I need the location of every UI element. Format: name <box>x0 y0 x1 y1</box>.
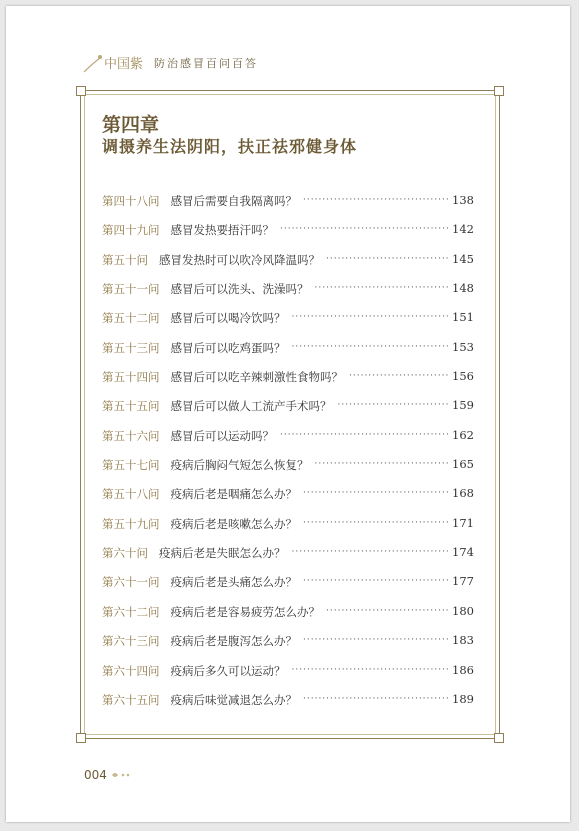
toc-leader-dots <box>303 516 448 528</box>
toc-leader-dots <box>280 222 448 234</box>
toc-page-number: 165 <box>452 457 474 472</box>
toc-question-number: 第五十六问 <box>102 428 160 443</box>
toc-question-number: 第五十九问 <box>102 516 160 531</box>
toc-question-title: 疫病后老是失眠怎么办？ <box>159 546 286 561</box>
toc-entry[interactable] <box>102 398 474 427</box>
page-footer <box>84 768 132 782</box>
toc-entry[interactable] <box>102 692 474 721</box>
toc-page-number: 145 <box>452 251 474 266</box>
toc-question-title: 疫病后胸闷气短怎么恢复？ <box>170 458 309 473</box>
toc-question-title: 疫病后老是头痛怎么办？ <box>170 575 297 590</box>
toc-question-number: 第四十八问 <box>102 194 160 208</box>
toc-leader-dots <box>349 369 448 381</box>
toc-leader-dots <box>315 281 449 293</box>
toc-entry[interactable] <box>102 516 474 545</box>
toc-leader-dots <box>292 545 449 557</box>
toc-leader-dots <box>303 692 448 704</box>
footer-ornament-icon <box>110 770 132 780</box>
toc-entry[interactable] <box>102 633 474 662</box>
toc-leader-dots <box>280 428 448 440</box>
toc-question-number: 第六十问 <box>102 546 148 561</box>
toc-question-number: 第五十三问 <box>102 340 160 355</box>
toc-question-number: 第五十八问 <box>102 487 160 502</box>
toc-page-number: 174 <box>452 545 474 560</box>
running-header <box>82 52 258 74</box>
toc-question-number: 第六十一问 <box>102 575 160 590</box>
toc-entry[interactable] <box>102 222 474 251</box>
toc-entry[interactable] <box>102 574 474 603</box>
toc-leader-dots <box>303 486 448 498</box>
chapter-label: 第四章 <box>102 114 160 136</box>
toc-entry[interactable] <box>102 457 474 486</box>
toc-question-title: 感冒后可以运动吗？ <box>170 428 274 443</box>
frame-corner-ornament <box>494 86 504 96</box>
toc-question-number: 第六十四问 <box>102 663 160 678</box>
toc-question-number: 第六十五问 <box>102 692 160 707</box>
toc-entry[interactable] <box>102 252 474 281</box>
toc-entry[interactable] <box>102 428 474 457</box>
toc-question-number: 第六十二问 <box>102 604 160 619</box>
logo-text: 中国紫 <box>104 57 144 72</box>
toc-question-title: 感冒后可以吃辛辣刺激性食物吗？ <box>170 370 343 385</box>
toc-question-number: 第五十四问 <box>102 370 160 385</box>
toc-leader-dots <box>303 193 448 205</box>
toc-page-number: 186 <box>452 662 474 677</box>
toc-page-number: 171 <box>452 515 474 530</box>
toc-question-title: 疫病后老是咳嗽怎么办？ <box>170 516 297 531</box>
toc-question-title: 感冒发热要捂汗吗？ <box>170 223 274 238</box>
toc-question-title: 感冒后需要自我隔离吗？ <box>170 194 297 208</box>
toc-entry[interactable] <box>102 545 474 574</box>
toc-page-number: 168 <box>452 486 474 501</box>
toc-question-title: 感冒发热时可以吹冷风降温吗？ <box>159 252 320 267</box>
toc-question-title: 疫病后老是咽痛怎么办？ <box>170 487 297 502</box>
toc-page-number: 183 <box>452 633 474 648</box>
toc-entry[interactable] <box>102 193 474 222</box>
toc-question-title: 疫病后味觉减退怎么办？ <box>170 692 297 707</box>
toc-entry[interactable] <box>102 281 474 310</box>
toc-leader-dots <box>303 633 448 645</box>
toc-leader-dots <box>326 252 448 264</box>
toc-leader-dots <box>303 574 448 586</box>
frame-corner-ornament <box>76 733 86 743</box>
toc-leader-dots <box>292 310 449 322</box>
toc-question-number: 第五十一问 <box>102 282 160 297</box>
toc-entry[interactable] <box>102 310 474 339</box>
toc-page-number: 142 <box>452 222 474 237</box>
toc-leader-dots <box>326 604 448 616</box>
toc-page-number: 156 <box>452 369 474 384</box>
toc-entry[interactable] <box>102 369 474 398</box>
toc-question-title: 疫病后多久可以运动？ <box>170 663 286 678</box>
toc-page-number: 162 <box>452 427 474 442</box>
toc-question-title: 感冒后可以做人工流产手术吗？ <box>170 399 332 414</box>
toc-question-number: 第四十九问 <box>102 223 160 238</box>
chapter-title: 调摄养生法阴阳，扶正祛邪健身体 <box>102 137 358 156</box>
toc-question-title: 感冒后可以吃鸡蛋吗？ <box>170 340 286 355</box>
toc-entry[interactable] <box>102 486 474 515</box>
toc-entry[interactable] <box>102 663 474 692</box>
toc-leader-dots <box>292 663 449 675</box>
toc-question-title: 感冒后可以喝冷饮吗？ <box>170 311 286 326</box>
toc-leader-dots <box>315 457 449 469</box>
toc-entry[interactable] <box>102 340 474 369</box>
book-title: 防治感冒百问百答 <box>154 57 258 70</box>
frame-corner-ornament <box>76 86 86 96</box>
page-number: 004 <box>84 768 107 782</box>
toc-page-number: 189 <box>452 691 474 706</box>
toc-question-number: 第六十三问 <box>102 634 160 649</box>
toc-question-title: 疫病后老是腹泻怎么办？ <box>170 634 297 649</box>
toc-page-number: 159 <box>452 398 474 413</box>
toc-question-number: 第五十五问 <box>102 399 160 414</box>
toc-leader-dots <box>338 398 449 410</box>
toc-question-number: 第五十二问 <box>102 311 160 326</box>
frame-corner-ornament <box>494 733 504 743</box>
toc-question-title: 感冒后可以洗头、洗澡吗？ <box>170 282 309 297</box>
toc-page-number: 138 <box>452 193 474 207</box>
toc-question-number: 第五十问 <box>102 252 148 267</box>
toc-page-number: 153 <box>452 339 474 354</box>
toc-page-number: 177 <box>452 574 474 589</box>
toc-entry[interactable] <box>102 604 474 633</box>
toc-page-number: 151 <box>452 310 474 325</box>
book-logo <box>82 52 150 74</box>
toc-question-number: 第五十七问 <box>102 458 160 473</box>
toc-page-number: 180 <box>452 603 474 618</box>
table-of-contents <box>102 193 474 721</box>
toc-page-number: 148 <box>452 281 474 296</box>
toc-question-title: 疫病后老是容易疲劳怎么办？ <box>170 604 320 619</box>
toc-leader-dots <box>292 340 449 352</box>
